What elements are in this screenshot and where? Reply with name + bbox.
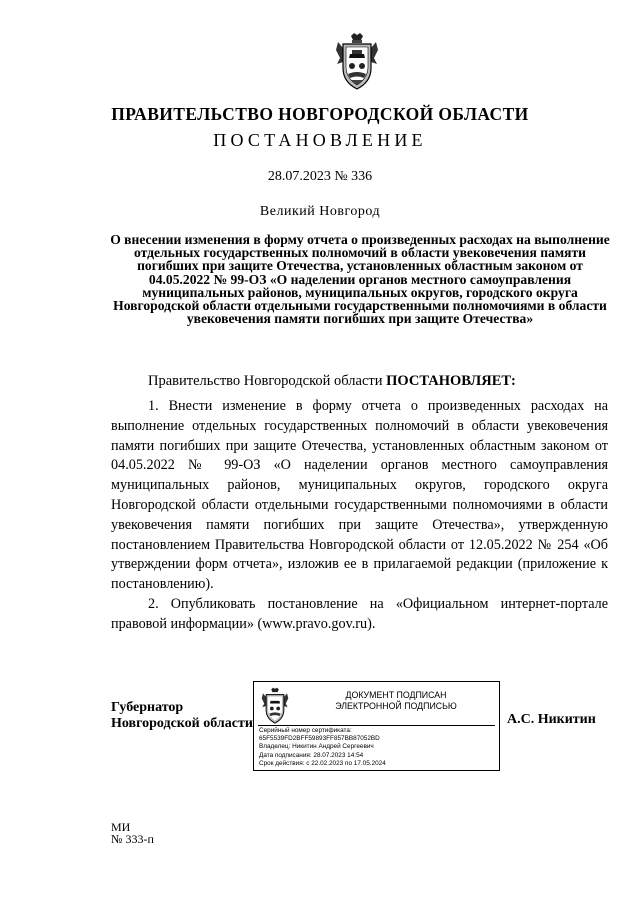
- document-date-number: 28.07.2023 № 336: [267, 169, 373, 184]
- paragraph-2: 2. Опубликовать постановление на «Официальном интернет-портале правовой информации» (www.pravo.gov.ru).: [111, 595, 608, 632]
- document-type: ПОСТАНОВЛЕНИЕ: [213, 130, 427, 150]
- document-body: [111, 397, 608, 635]
- document-code: [111, 821, 154, 845]
- government-name: ПРАВИТЕЛЬСТВО НОВГОРОДСКОЙ ОБЛАСТИ: [111, 104, 529, 124]
- signer-position-line1: Губернатор: [111, 700, 184, 715]
- resolution-lead: [148, 373, 516, 390]
- registration-number: № 333-п: [111, 832, 154, 846]
- signer-position-line2: Новгородской области: [111, 715, 253, 731]
- cert-label: Серийный номер сертификата:: [259, 727, 352, 734]
- cert-number: 65F5539FD2BFF59893FF857BB87052BD: [259, 735, 380, 743]
- stamp-title: [298, 690, 494, 711]
- paragraph-1: 1. Внести изменение в форму отчета о произведенных расходах на выполнение отдельных государственных полномочий в области увековечения памяти погибших при защите Отечества, установленных областным законом от 04.05.2022 № 99-ОЗ «О наделении органов местного самоуправления муниципальных районов, муниципальных округов, городского округа Новгородской области отдельными государственными полномочиями в области увековечения памяти погибших при защите Отечества», утвержденную постановлением Правительства Новгородской области от 12.05.2022 № 254 «Об утверждении форм отчета», изложив ее в прилагаемой редакции (приложение к постановлению).: [111, 398, 608, 593]
- stamp-details: [259, 727, 497, 768]
- cert-owner: Владелец: Никитин Андрей Сергеевич: [259, 743, 374, 751]
- stamp-title-line2: ЭЛЕКТРОННОЙ ПОДПИСЬЮ: [335, 700, 457, 711]
- lead-emphasis: ПОСТАНОВЛЯЕТ:: [386, 373, 516, 389]
- issue-city: Великий Новгород: [259, 204, 381, 219]
- document-subject: О внесении изменения в форму отчета о произведенных расходах на выполнение отдельных государственных полномочий в области увековечения памяти погибших при защите Отечества, установленных областным законом от 04.05.2022 № 99-ОЗ «О наделении органов местного самоуправления муниципальных районов, муниципальных округов, городского округа Новгородской области отдельными государственными полномочиями в области увековечения памяти погибших при защите Отечества»: [110, 232, 610, 327]
- lead-text: Правительство Новгородской области: [148, 373, 387, 389]
- cert-validity: Срок действия: с 22.02.2023 по 17.05.2024: [259, 759, 386, 767]
- coat-of-arms-icon: [334, 32, 380, 92]
- stamp-title-line1: ДОКУМЕНТ ПОДПИСАН: [345, 690, 447, 700]
- signed-date: Дата подписания: 28.07.2023 14:54: [259, 751, 364, 759]
- stamp-divider: [258, 725, 495, 726]
- stamp-coat-of-arms-icon: [260, 687, 290, 725]
- electronic-signature-stamp: [253, 681, 500, 771]
- signer-name: А.С. Никитин: [507, 712, 596, 727]
- executor-initials: МИ: [111, 820, 131, 834]
- signer-position: [111, 700, 253, 731]
